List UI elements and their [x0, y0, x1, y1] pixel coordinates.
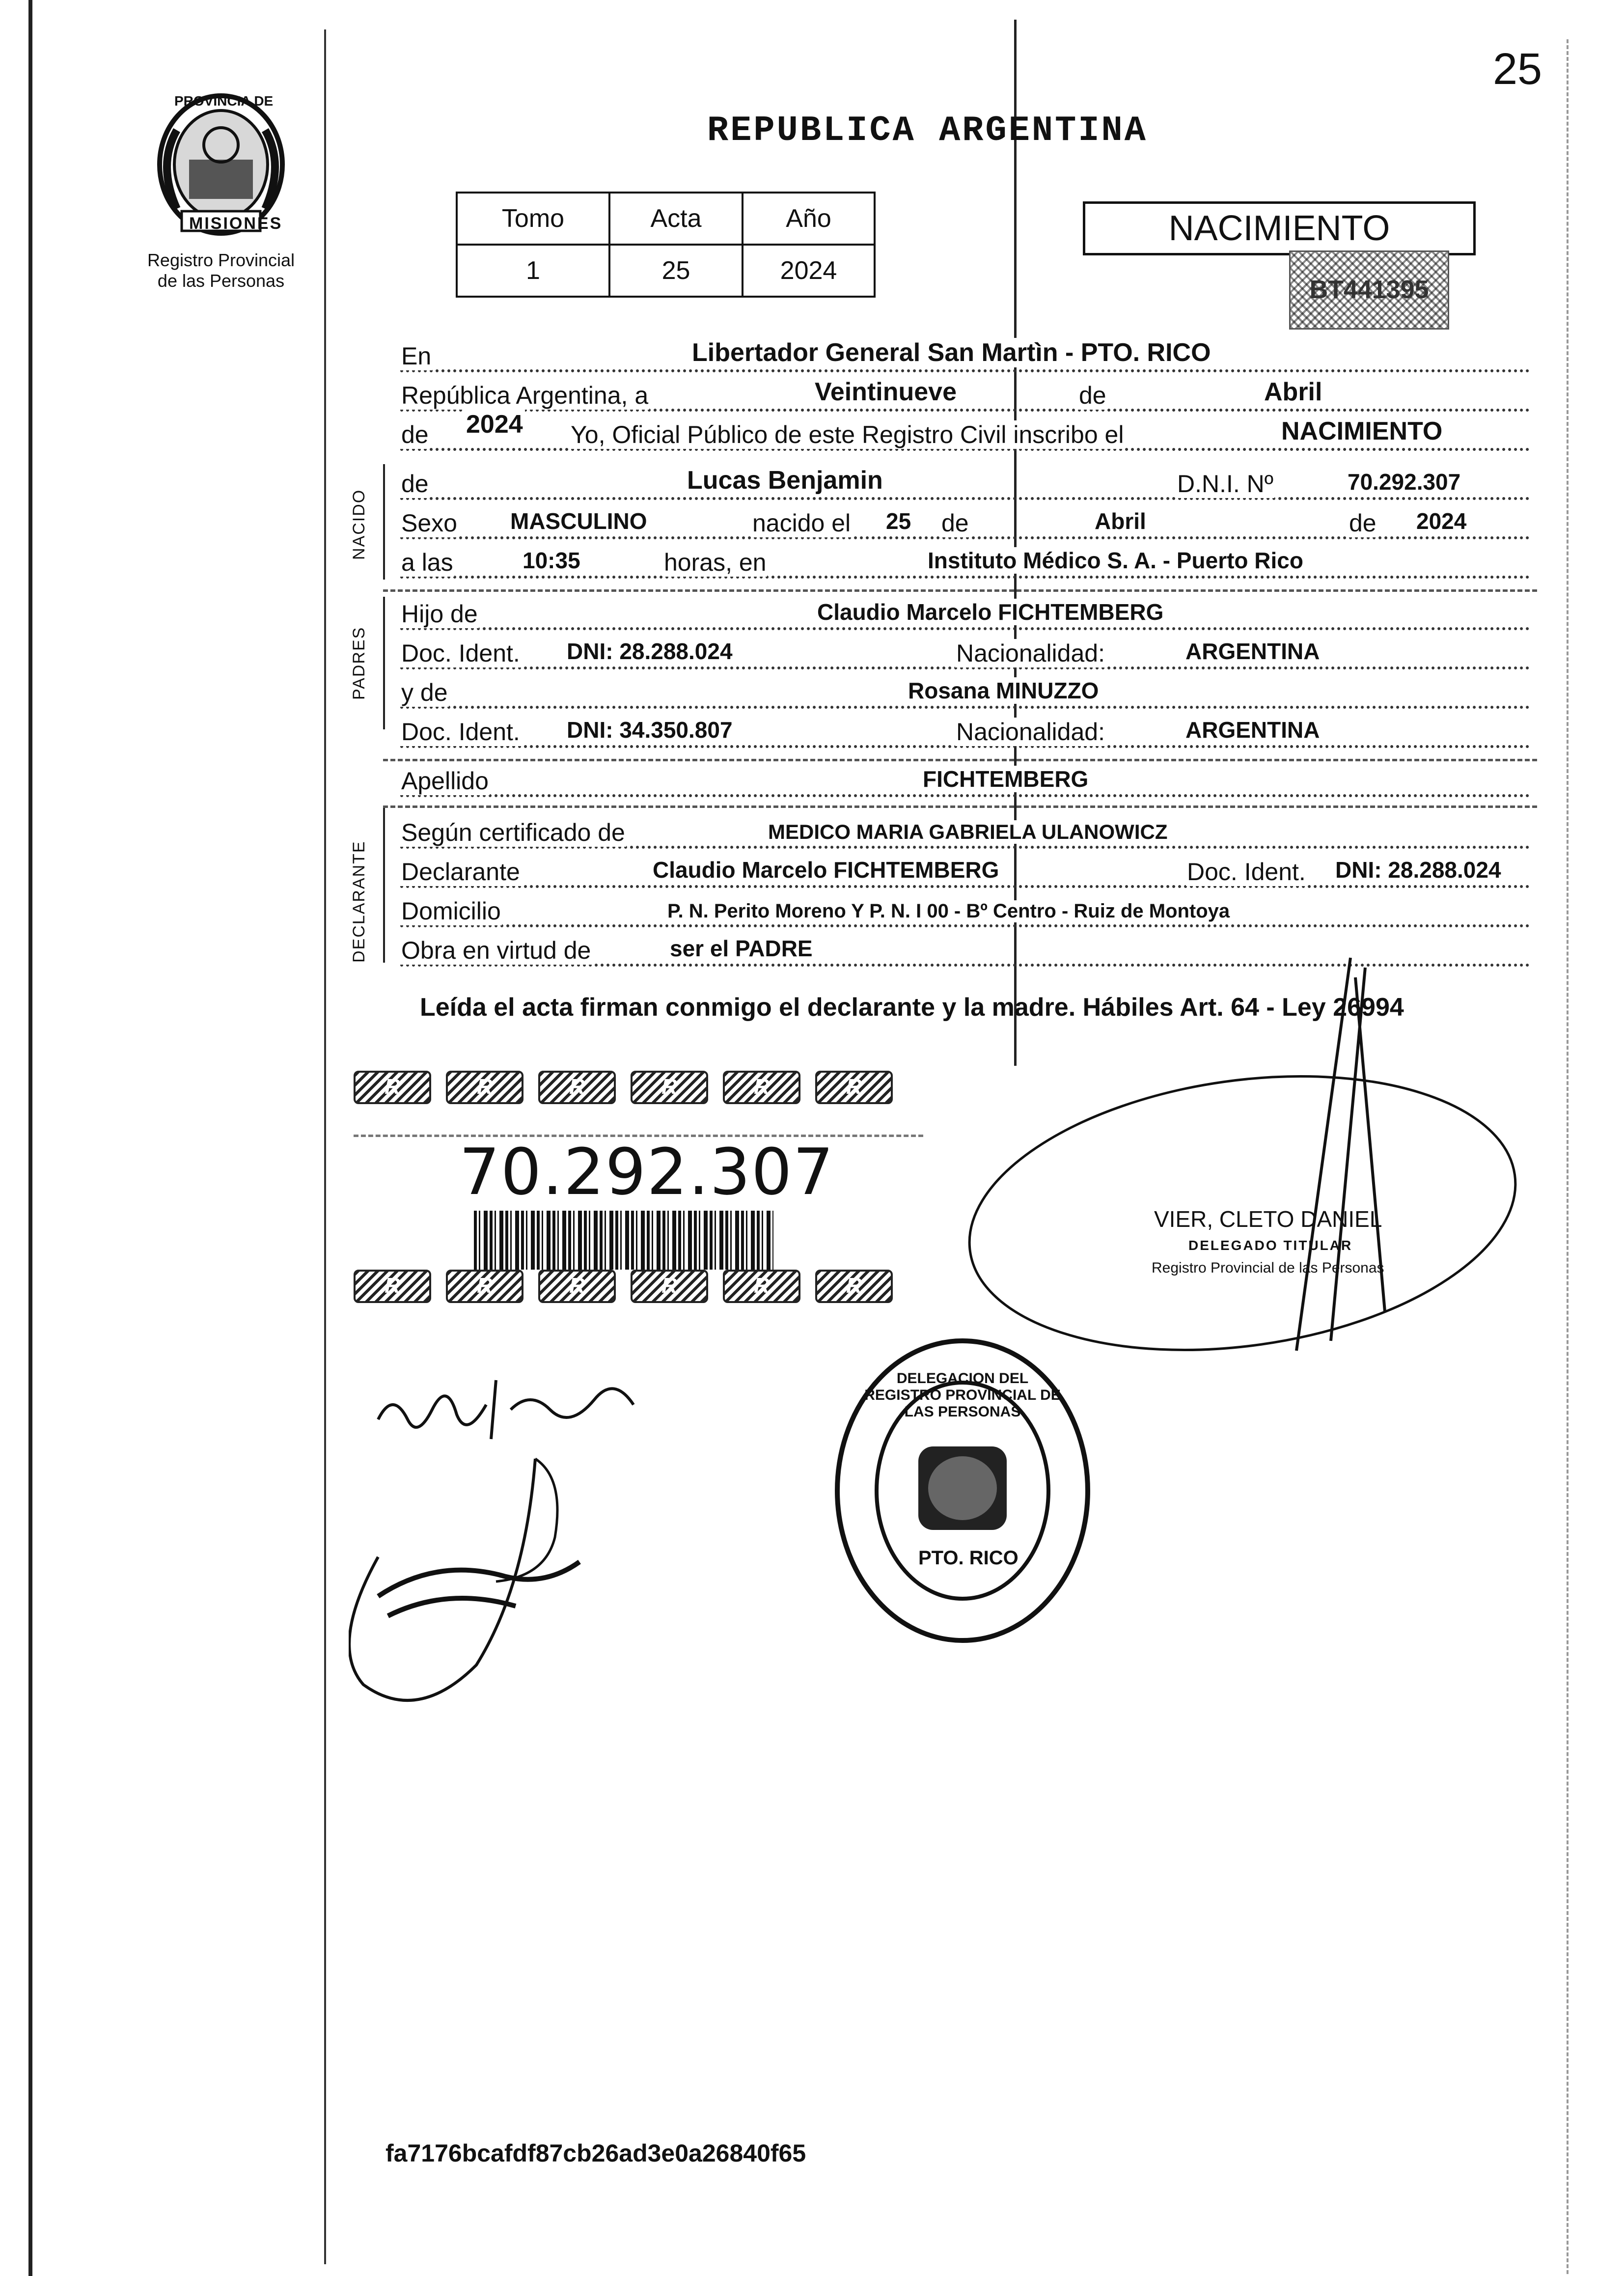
declarante-name: Claudio Marcelo FICHTEMBERG: [651, 857, 1001, 883]
emblem-top-text: PROVINCIA DE: [174, 93, 274, 109]
declarant-signature: [349, 1360, 791, 1714]
sexo-value: MASCULINO: [508, 508, 649, 534]
row-nombre: [400, 467, 1530, 505]
nacido-section-label: NACIDO: [350, 489, 368, 560]
row-apellido: [400, 764, 1530, 802]
father-nationality: ARGENTINA: [1184, 638, 1321, 665]
padres-section-bar: [383, 597, 385, 729]
registry-label-line2: de las Personas: [157, 271, 285, 291]
en-label: En: [401, 342, 432, 370]
mes-value: Abril: [1262, 377, 1324, 407]
acta-header: Acta: [609, 193, 743, 245]
nombre-de-label: de: [401, 470, 429, 498]
inscribo-text: Yo, Oficial Público de este Registro Civil inscribo el: [571, 421, 1124, 448]
strip-mark: R: [815, 1270, 893, 1303]
security-code: BT441395: [1309, 276, 1429, 304]
horas-en-label: horas, en: [664, 549, 767, 576]
strip-mark: R: [446, 1071, 523, 1104]
certificado-value: MEDICO MARIA GABRIELA ULANOWICZ: [766, 820, 1169, 844]
page-title: REPUBLICA ARGENTINA: [707, 111, 1148, 151]
declarante-doc-label: Doc. Ident.: [1187, 858, 1306, 886]
row-declarante: [400, 855, 1530, 893]
birth-day: 25: [884, 508, 913, 534]
strip-mark: R: [631, 1270, 708, 1303]
declarante-doc: DNI: 28.288.024: [1333, 857, 1503, 883]
security-code-pattern: [1289, 250, 1449, 330]
dni-label: D.N.I. Nº: [1177, 470, 1274, 498]
anio-value: 2024: [743, 245, 875, 297]
anio-header: Año: [743, 193, 875, 245]
birth-month: Abril: [1093, 508, 1148, 534]
row-hora: [400, 545, 1530, 583]
birth-year: 2024: [1414, 508, 1468, 534]
obra-value: ser el PADRE: [668, 935, 815, 962]
strip-mark: R: [538, 1270, 616, 1303]
declarante-label: Declarante: [401, 858, 520, 886]
left-border-line: [28, 0, 32, 2276]
y-de-label: y de: [401, 679, 448, 706]
dia-value: Veintinueve: [813, 377, 959, 407]
strip-mark: R: [354, 1270, 431, 1303]
mother-doc-label: Doc. Ident.: [401, 718, 520, 746]
strip-mark: R: [354, 1071, 431, 1104]
domicilio-label: Domicilio: [401, 897, 501, 925]
child-name: Lucas Benjamin: [685, 466, 885, 495]
surname: FICHTEMBERG: [921, 766, 1090, 792]
republica-label: República Argentina, a: [401, 382, 649, 409]
seal-ring-text: DELEGACION DEL REGISTRO PROVINCIAL DE LAS PERSONAS: [864, 1370, 1061, 1420]
birth-place: Instituto Médico S. A. - Puerto Rico: [926, 547, 1305, 574]
official-role: DELEGADO TITULAR: [1188, 1238, 1353, 1253]
en-value: Libertador General San Martìn - PTO. RICO: [690, 338, 1213, 367]
registry-label-line1: Registro Provincial: [147, 250, 295, 270]
official-name: VIER, CLETO DANIEL: [1154, 1206, 1382, 1232]
section-divider-2: [383, 759, 1537, 761]
nacido-el-label: nacido el: [752, 509, 851, 537]
row-sexo: [400, 506, 1530, 544]
strip-mark: R: [723, 1071, 800, 1104]
document-type-box: [1083, 201, 1476, 255]
section-divider-1: [383, 589, 1537, 592]
margin-line: [324, 29, 326, 2264]
row-certificado: [400, 815, 1530, 854]
row-en: [400, 339, 1530, 377]
closing-text: Leída el acta firman conmigo el declarante y la madre. Hábiles Art. 64 - Ley 26994: [420, 993, 1404, 1022]
official-signature: [923, 948, 1532, 1370]
birth-de2-label: de: [1349, 509, 1376, 537]
certificado-label: Según certificado de: [401, 819, 625, 846]
father-doc-label: Doc. Ident.: [401, 639, 520, 667]
security-strip-top: [354, 1071, 893, 1105]
barcode-number: 70.292.307: [459, 1135, 835, 1209]
mother-nationality: ARGENTINA: [1184, 717, 1321, 743]
father-doc: DNI: 28.288.024: [565, 638, 735, 665]
seal-bottom-text: PTO. RICO: [918, 1547, 1018, 1569]
mother-nat-label: Nacionalidad:: [956, 718, 1105, 746]
a-las-label: a las: [401, 549, 453, 576]
declarante-section-label: DECLARANTE: [350, 840, 368, 963]
strip-mark: R: [631, 1071, 708, 1104]
row-madre: [400, 675, 1530, 714]
de2-label: de: [401, 421, 429, 448]
father-name: Claudio Marcelo FICHTEMBERG: [815, 599, 1165, 625]
page-number: 25: [1493, 45, 1542, 94]
acta-value: 25: [609, 245, 743, 297]
row-anio: [400, 410, 1530, 456]
barcode: [474, 1211, 773, 1270]
tomo-acta-table: [456, 192, 876, 298]
birth-time: 10:35: [521, 547, 582, 574]
sexo-label: Sexo: [401, 509, 457, 537]
domicilio-value: P. N. Perito Moreno Y P. N. I 00 - Bº Centro - Ruiz de Montoya: [665, 900, 1232, 922]
child-dni: 70.292.307: [1346, 469, 1462, 495]
section-divider-3: [383, 805, 1537, 808]
row-domicilio: [400, 894, 1530, 932]
official-org: Registro Provincial de las Personas: [1152, 1260, 1384, 1276]
birth-de-label: de: [941, 509, 969, 537]
tomo-value: 1: [457, 245, 609, 297]
strip-mark: R: [538, 1071, 616, 1104]
de-label: de: [1079, 382, 1106, 409]
emblem-bottom-text: MISIONES: [189, 214, 283, 233]
strip-mark: R: [446, 1270, 523, 1303]
strip-mark: R: [815, 1071, 893, 1104]
row-padre-doc: [400, 636, 1530, 674]
mother-name: Rosana MINUZZO: [906, 677, 1101, 704]
anio-field-value: 2024: [464, 410, 525, 439]
right-dashed-edge: [1567, 39, 1569, 2274]
declarante-section-bar: [383, 805, 385, 963]
father-nat-label: Nacionalidad:: [956, 639, 1105, 667]
security-strip-bottom: [354, 1270, 893, 1304]
obra-label: Obra en virtud de: [401, 937, 591, 964]
row-padre: [400, 597, 1530, 635]
row-madre-doc: [400, 715, 1530, 753]
nacido-section-bar: [383, 464, 385, 580]
row-republica: [400, 378, 1530, 416]
document-type: NACIMIENTO: [1168, 209, 1390, 248]
strip-mark: R: [723, 1270, 800, 1303]
apellido-label: Apellido: [401, 767, 489, 795]
hijo-de-label: Hijo de: [401, 600, 478, 628]
tomo-header: Tomo: [457, 193, 609, 245]
document-hash: fa7176bcafdf87cb26ad3e0a26840f65: [385, 2139, 806, 2167]
mother-doc: DNI: 34.350.807: [565, 717, 735, 743]
padres-section-label: PADRES: [350, 626, 368, 700]
tipo-value: NACIMIENTO: [1279, 416, 1444, 446]
